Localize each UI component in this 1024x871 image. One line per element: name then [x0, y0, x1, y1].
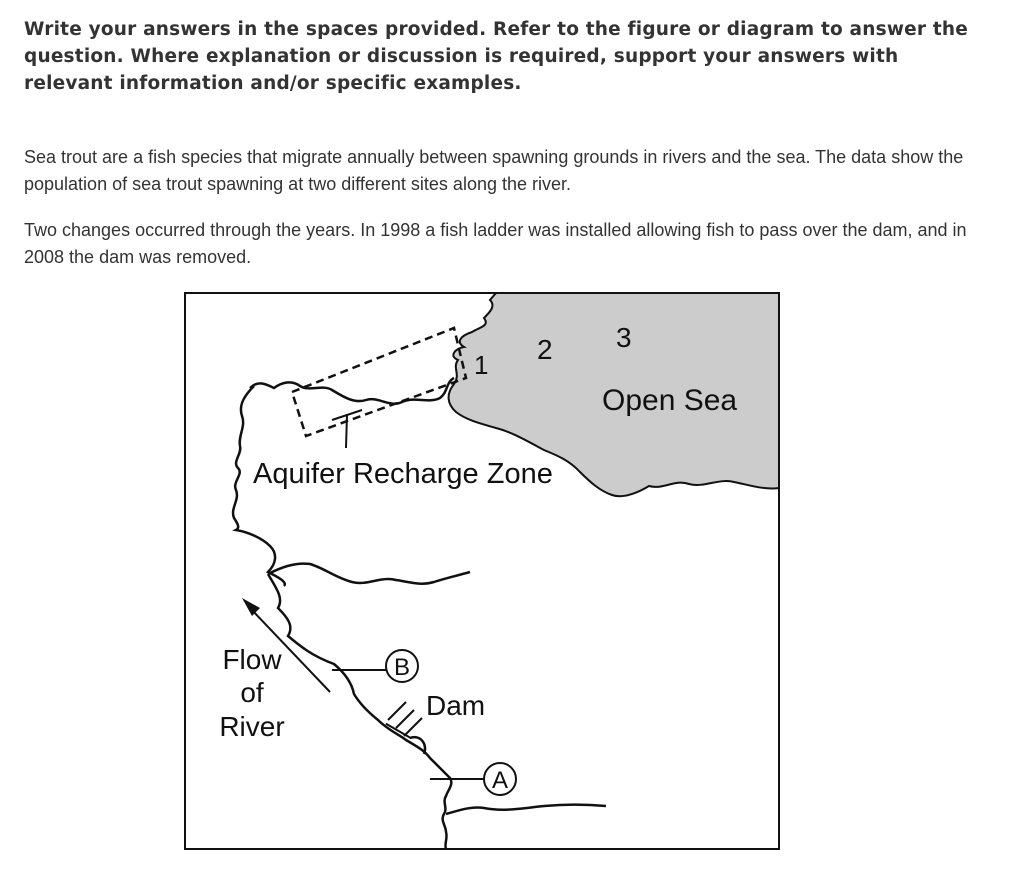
flow-label-2: of [240, 677, 264, 708]
changes-paragraph: Two changes occurred through the years. In 1998 a fish ladder was installed allowing fish to pass over the dam, and in 2008 the dam was removed. [24, 220, 967, 267]
site-b-label: B [393, 654, 411, 681]
river-map-svg [184, 292, 780, 850]
open-sea-label: Open Sea [602, 384, 738, 417]
intro-paragraph: Sea trout are a fish species that migrate annually between spawning grounds in rivers and the sea. The data show the population of sea trout spawning at two different sites along the river. [24, 147, 964, 194]
point-1-label: 1 [474, 350, 489, 380]
instructions-text: Write your answers in the spaces provided. Refer to the figure or diagram to answer the question. Where explanation or discussion is required, support your answers with relevant information and/or specific examples. [24, 19, 968, 94]
aquifer-zone-label: Aquifer Recharge Zone [253, 458, 553, 490]
point-2-label: 2 [537, 334, 553, 365]
point-3-label: 3 [616, 322, 632, 353]
dam-label: Dam [426, 690, 486, 721]
flow-label-3: River [219, 711, 285, 742]
river-map-figure [184, 292, 780, 850]
zone-pointer-line [346, 414, 347, 448]
flow-label-1: Flow [222, 644, 282, 675]
site-a-label: A [491, 767, 509, 794]
